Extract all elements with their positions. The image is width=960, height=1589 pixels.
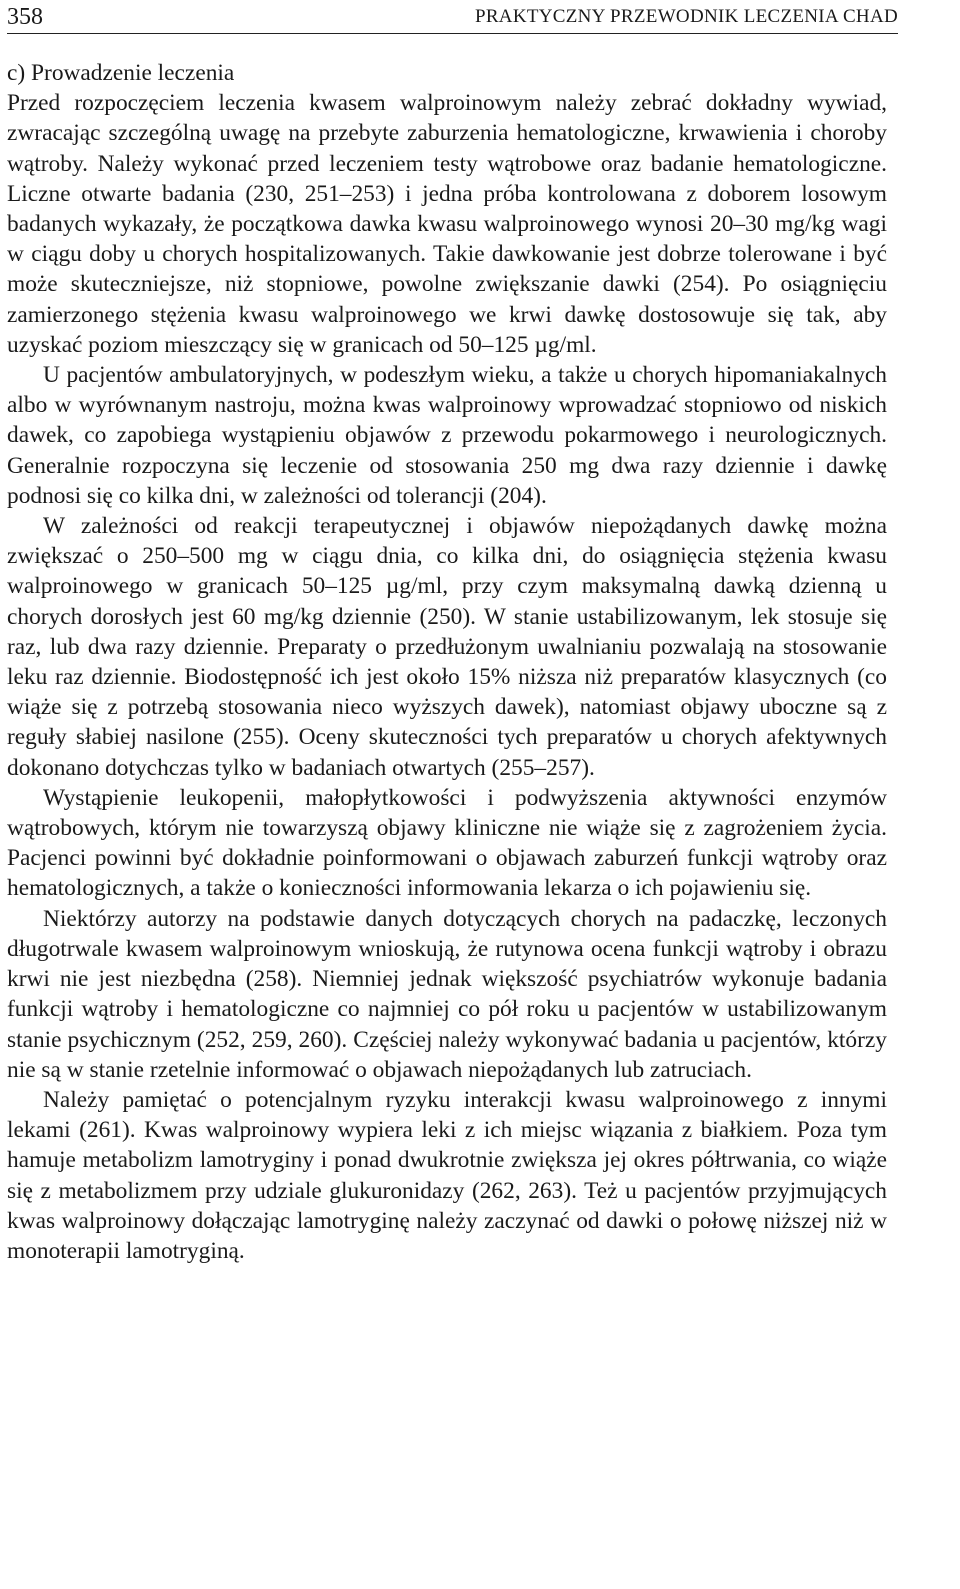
page-number: 358 <box>7 4 43 30</box>
paragraph-5: Niektórzy autorzy na podstawie danych dotyczących chorych na padaczkę, leczonych długotrwale kwasem walproinowym wnioskują, że rutynowa ocena funkcji wątroby i obrazu krwi nie jest niezbędna (258). Niemniej jednak większość psychiatrów wykonuje badania funkcji wątroby i hematologiczne co najmniej co pół roku u pacjentów w ustabilizowanym stanie psychicznym (252, 259, 260). Częściej należy wykonywać badania u pacjentów, którzy nie są w stanie rzetelnie informować o objawach niepożądanych lub zatruciach. <box>7 905 887 1083</box>
paragraph-2: U pacjentów ambulatoryjnych, w podeszłym wieku, a także u chorych hipomaniakalnych albo w wyrównanym nastroju, można kwas walproinowy wprowadzać stopniowo od niskich dawek, co zapobiega wystąpieniu objawów z przewodu pokarmowego i neurologicznych. Generalnie rozpoczyna się leczenie od stosowania 250 mg dwa razy dziennie i dawkę podnosi się co kilka dni, w zależności od tolerancji (204). <box>7 362 887 509</box>
section-title: c) Prowadzenie leczenia <box>7 60 235 86</box>
paragraph-3: W zależności od reakcji terapeutycznej i objawów niepożądanych dawkę można zwiększać o 250–500 mg w ciągu dnia, co kilka dni, do osiągnięcia stężenia kwasu walproinowego w granicach 50–125 µg/ml, przy czym maksymalną dawką dzienną u chorych dorosłych jest 60 mg/kg dziennie (250). W stanie ustabilizowanym, lek stosuje się raz, lub dwa razy dziennie. Preparaty o przedłużonym uwalnianiu pozwalają na stosowanie leku raz dziennie. Biodostępność ich jest około 15% niższa niż preparatów klasycznych (co wiąże się z potrzebą stosowania nieco wyższych dawek), natomiast objawy uboczne są z reguły słabiej nasilone (255). Oceny skuteczności tych preparatów u chorych afektywnych dokonano dotychczas tylko w badaniach otwartych (255–257). <box>7 513 887 781</box>
paragraph-4: Wystąpienie leukopenii, małopłytkowości i podwyższenia aktywności enzymów wątrobowych, którym nie towarzyszą objawy kliniczne nie wiąże się z zagrożeniem życia. Pacjenci powinni być dokładnie poinformowani o objawach zaburzeń funkcji wątroby oraz hematologicznych, a także o konieczności informowania lekarza o ich pojawieniu się. <box>7 784 887 902</box>
page-header <box>7 0 898 34</box>
running-head: PRAKTYCZNY PRZEWODNIK LECZENIA CHAD <box>474 6 898 27</box>
paragraph-1: Przed rozpoczęciem leczenia kwasem walproinowym należy zebrać dokładny wywiad, zwracając szczególną uwagę na przebyte zaburzenia hematologiczne, krwawienia i choroby wątroby. Należy wykonać przed leczeniem testy wątrobowe oraz badanie hematologiczne. Liczne otwarte badania (230, 251–253) i jedna próba kontrolowana z doborem losowym badanych wykazały, że początkowa dawka kwasu walproinowego wynosi 20–30 mg/kg wagi w ciągu doby u chorych hospitalizowanych. Takie dawkowanie jest dobrze tolerowane i być może skuteczniejsze, niż stopniowe, powolne zwiększanie dawki (254). Po osiągnięciu zamierzonego stężenia kwasu walproinowego we krwi dawkę dostosowuje się tak, aby uzyskać poziom mieszczący się w granicach od 50–125 µg/ml. <box>7 90 887 358</box>
paragraph-6: Należy pamiętać o potencjalnym ryzyku interakcji kwasu walproinowego z innymi lekami (261). Kwas walproinowy wypiera leki z ich miejsc wiązania z białkiem. Poza tym hamuje metabolizm lamotryginy i ponad dwukrotnie zwiększa jej okres półtrwania, co wiąże się z metabolizmem przy udziale glukuronidazy (262, 263). Też u pacjentów przyjmujących kwas walproinowy dołączając lamotryginę należy zaczynać od dawki o połowę niższej niż w monoterapii lamotryginą. <box>7 1086 887 1264</box>
page-body <box>7 58 887 1266</box>
